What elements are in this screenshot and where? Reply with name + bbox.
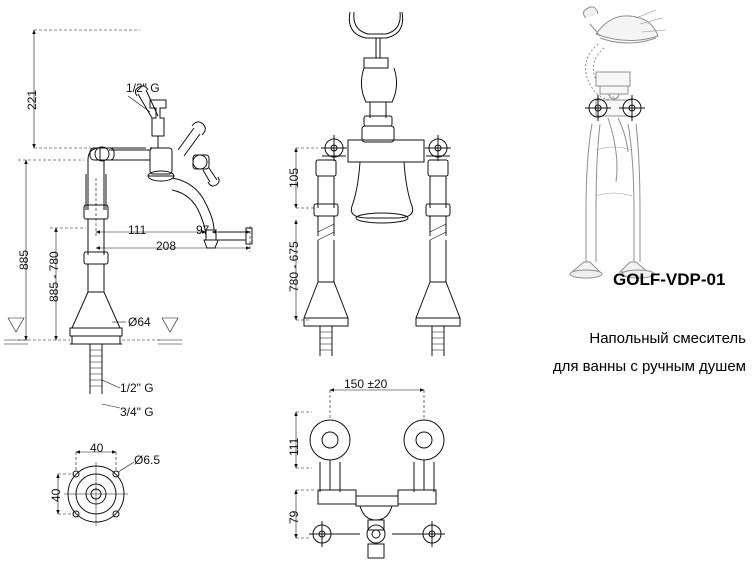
product-caption-line1: Напольный смеситель [589, 330, 746, 347]
dim-base-40-v: 40 [49, 488, 63, 502]
dim-208: 208 [156, 239, 177, 253]
dim-diameter-64: Ø64 [128, 315, 151, 329]
product-code: GOLF-VDP-01 [613, 270, 726, 289]
dim-97: 97 [196, 223, 210, 237]
dim-221: 221 [25, 89, 39, 110]
top-plan-view [309, 420, 445, 558]
dim-thread-three-quarter-g: 3/4" G [120, 405, 154, 419]
dim-hole-6-5: Ø6.5 [134, 453, 161, 467]
dim-885: 885 [17, 249, 31, 270]
dim-780-675: 780 - 675 [287, 241, 301, 292]
dim-top-79: 79 [287, 510, 301, 524]
dim-150-tolerance: 150 ±20 [344, 377, 388, 391]
dim-base-40-h: 40 [90, 441, 104, 455]
dim-thread-half-g-bottom: 1/2" G [120, 381, 154, 395]
product-caption-line2: для ванны с ручным душем [552, 358, 746, 375]
dim-top-111: 111 [287, 437, 301, 456]
dim-885-780: 885 - 780 [47, 251, 61, 302]
dim-thread-half-g-top: 1/2" G [126, 81, 160, 95]
product-photo-view [570, 7, 666, 278]
front-elevation-view [304, 12, 460, 356]
dim-105: 105 [287, 167, 301, 188]
top-plan-dimensions [296, 390, 424, 538]
dim-111: 111 [128, 223, 147, 237]
